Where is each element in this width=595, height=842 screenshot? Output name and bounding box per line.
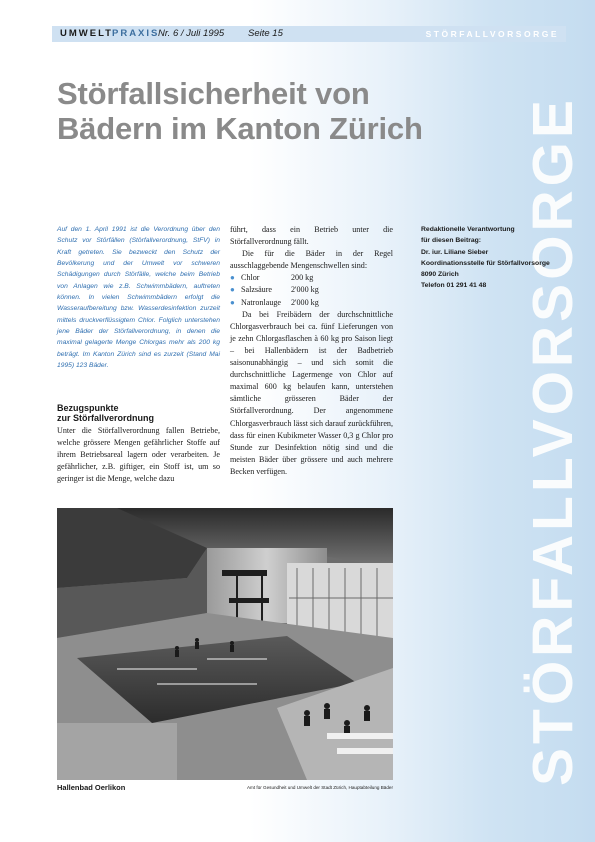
substance-name: Natronlauge: [241, 297, 282, 307]
bullet-icon: ●: [230, 273, 235, 283]
threshold-amount: 2'000 kg: [291, 285, 319, 295]
lead-paragraph: Auf den 1. April 1991 ist die Verordnung über den Schutz vor Störfällen (Störfallverordnung, StFV) in Kraft getreten. Sie bezweckt den Schutz der Bevölkerung und der Umwelt vor schweren Schädigungen durch Störfälle, welche beim Betrieb von Anlagen wie z.B. Schwimmbädern, auftreten können. In vielen Schwimmbädern erfolgt die Wasseraufbereitung bzw. Wasserdesinfektion zurzeit mittels druckverflüssigtem Chlor. Folglich unterstehen jene Bäder der Störfallverordnung, in denen die maximal gelagerte Menge Chlorgas mehr als 200 kg beträgt. Im Kanton Zürich sind es zurzeit (Stand Mai 1995) 123 Bäder.: [57, 226, 220, 370]
side-watermark: STÖRFALLVORSORGE: [521, 96, 585, 786]
editorial-line: Dr. iur. Liliane Sieber: [421, 248, 489, 256]
body-column-2: [230, 224, 393, 478]
page-title: [57, 76, 423, 146]
body-paragraph: Unter die Störfallverordnung fallen Betriebe, welche grössere Mengen gefährlicher Stoffe auf ihrem Betriebsareal lagern oder verarbeiten. Je gefährlicher, z.B. giftiger, ein Stoff ist, um so geringer ist die Menge, welche dazu: [57, 426, 220, 484]
title-line-1: Störfallsicherheit von: [57, 76, 370, 111]
list-item: [230, 272, 393, 284]
threshold-amount: 200 kg: [291, 273, 314, 283]
list-item: [230, 297, 393, 309]
editorial-line: Redaktionelle Verantwortung: [421, 226, 515, 233]
editorial-line: Telefon 01 291 41 48: [421, 282, 487, 290]
threshold-amount: 2'000 kg: [291, 297, 319, 307]
body-paragraph: Da bei Freibädern der durchschnittliche Chlorgasverbrauch bei ca. fünf Lieferungen von je zehn Chlorgasflaschen à 60 kg pro Saison liegt – bei Hallenbädern ist der Badbetrieb saisonunabhängig – und sich somit die durchschnittliche Lagermenge von Chlor auf maximal 600 kg belaufen kann, unterstehen sämtliche grösseren Bäder der Störfallverordnung. Der angenommene Chlorgasverbrauch lässt sich darauf zurückführen, dass für einen Kubikmeter Wasser 0,3 g Chlor pro Stunde zur Desinfektion nötig sind und die meisten Bäder über grössere und auch mehrere Becken verfügen.: [230, 309, 393, 476]
body-paragraph: führt, dass ein Betrieb unter die Störfallverordnung fällt.: [230, 225, 393, 247]
editorial-box: [421, 224, 550, 292]
section-heading-line-1: Bezugspunkte: [57, 403, 119, 413]
photo-caption: Hallenbad Oerlikon: [57, 783, 126, 792]
title-line-2: Bädern im Kanton Zürich: [57, 111, 423, 146]
bullet-icon: ●: [230, 285, 235, 295]
threshold-list: [230, 272, 393, 308]
editorial-line: Koordinationsstelle für Störfallvorsorge: [421, 259, 550, 267]
indoor-pool-photo: [57, 508, 393, 780]
section-heading: [57, 403, 154, 423]
editorial-line: für diesen Beitrag:: [421, 237, 482, 245]
magazine-name-suffix: PRAXIS: [112, 28, 160, 39]
photo-credit: Amt für Gesundheit und Umwelt der Stadt Zürich, Hauptabteilung Bäder: [246, 785, 393, 790]
section-label: STÖRFALLVORSORGE: [425, 29, 559, 39]
editorial-line: 8090 Zürich: [421, 271, 459, 279]
substance-name: Salzsäure: [241, 285, 273, 295]
bullet-icon: ●: [230, 297, 235, 307]
body-paragraph: Die für die Bäder in der Regel ausschlaggebende Mengenschwellen sind:: [230, 249, 393, 271]
page-number: Seite 15: [248, 28, 283, 39]
issue-info: Nr. 6 / Juli 1995: [158, 28, 225, 39]
list-item: [230, 284, 393, 296]
magazine-name: UMWELT: [60, 28, 113, 39]
substance-name: Chlor: [241, 273, 260, 283]
section-heading-line-2: zur Störfallverordnung: [57, 413, 155, 423]
body-column-1: [57, 425, 220, 485]
